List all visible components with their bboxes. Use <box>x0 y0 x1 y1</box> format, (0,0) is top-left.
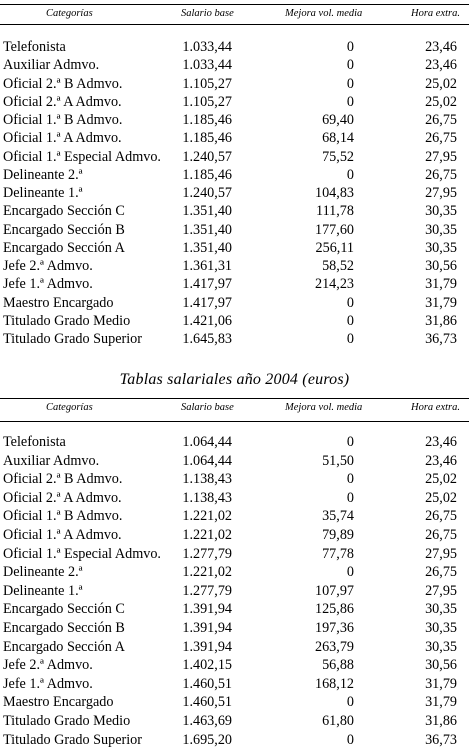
cell-hora-extra: 31,79 <box>425 294 457 311</box>
cell-mejora: 35,74 <box>322 508 354 525</box>
cell-mejora: 177,60 <box>314 221 354 238</box>
cell-hora-extra: 23,46 <box>425 452 457 469</box>
cell-salario-base: 1.033,44 <box>182 57 232 74</box>
cell-mejora: 0 <box>346 39 354 55</box>
cell-categoria: Maestro Encargado <box>3 694 114 711</box>
cell-categoria: Delineante 2.ª <box>3 166 83 183</box>
cell-salario-base: 1.351,40 <box>182 203 232 220</box>
cell-salario-base: 1.221,02 <box>182 527 232 543</box>
cell-hora-extra: 30,56 <box>425 258 457 274</box>
cell-hora-extra: 30,56 <box>425 657 457 674</box>
cell-categoria: Jefe 2.ª Admvo. <box>3 657 93 674</box>
cell-hora-extra: 36,73 <box>425 331 457 347</box>
cell-hora-extra: 31,79 <box>425 694 457 711</box>
table-row <box>0 239 469 257</box>
header-mejora: Mejora vol. media <box>285 402 363 413</box>
cell-salario-base: 1.064,44 <box>182 434 232 450</box>
table-row <box>0 294 469 312</box>
cell-hora-extra: 23,46 <box>425 434 457 450</box>
cell-categoria: Titulado Grado Superior <box>3 731 142 748</box>
cell-mejora: 0 <box>346 694 354 711</box>
table-row <box>0 452 469 470</box>
table-row <box>0 148 469 166</box>
cell-categoria: Encargado Sección B <box>3 221 125 238</box>
cell-salario-base: 1.391,94 <box>182 620 232 636</box>
cell-categoria: Oficial 2.ª B Admvo. <box>3 75 123 92</box>
cell-hora-extra: 31,86 <box>425 713 457 729</box>
cell-mejora: 77,78 <box>322 545 354 562</box>
cell-mejora: 0 <box>346 93 354 110</box>
cell-categoria: Titulado Grado Medio <box>3 713 131 729</box>
cell-mejora: 56,88 <box>322 657 354 674</box>
table-row <box>0 507 469 525</box>
table-row <box>0 257 469 275</box>
cell-mejora: 0 <box>346 57 354 74</box>
cell-salario-base: 1.138,43 <box>182 471 232 488</box>
cell-mejora: 0 <box>346 166 354 183</box>
table-row <box>0 38 469 56</box>
cell-categoria: Encargado Sección A <box>3 638 125 655</box>
table-row <box>0 166 469 184</box>
cell-hora-extra: 23,46 <box>425 57 457 74</box>
cell-hora-extra: 30,35 <box>425 638 457 655</box>
cell-hora-extra: 27,95 <box>425 148 457 165</box>
cell-categoria: Encargado Sección B <box>3 620 125 636</box>
table-row <box>0 330 469 348</box>
cell-salario-base: 1.105,27 <box>182 75 232 92</box>
cell-mejora: 0 <box>346 471 354 488</box>
table-row <box>0 489 469 507</box>
cell-salario-base: 1.185,46 <box>182 130 232 147</box>
cell-hora-extra: 25,02 <box>425 93 457 110</box>
table-row <box>0 56 469 74</box>
cell-categoria: Encargado Sección A <box>3 239 125 256</box>
table-row <box>0 638 469 656</box>
cell-mejora: 107,97 <box>314 582 354 599</box>
cell-salario-base: 1.277,79 <box>182 545 232 562</box>
table-2-title: Tablas salariales año 2004 (euros) <box>119 371 350 388</box>
table-row <box>0 221 469 239</box>
cell-mejora: 0 <box>346 75 354 92</box>
cell-hora-extra: 23,46 <box>425 39 457 55</box>
table-top-rule <box>0 398 469 399</box>
cell-salario-base: 1.391,94 <box>182 601 232 618</box>
cell-categoria: Jefe 2.ª Admvo. <box>3 258 93 274</box>
cell-salario-base: 1.185,46 <box>182 112 232 128</box>
cell-salario-base: 1.460,51 <box>182 694 232 711</box>
table-row <box>0 129 469 147</box>
cell-categoria: Delineante 1.ª <box>3 582 83 599</box>
table-row <box>0 675 469 693</box>
cell-categoria: Maestro Encargado <box>3 294 114 311</box>
cell-hora-extra: 31,79 <box>425 675 457 692</box>
cell-hora-extra: 31,79 <box>425 276 457 293</box>
cell-hora-extra: 30,35 <box>425 203 457 220</box>
cell-salario-base: 1.463,69 <box>182 713 232 729</box>
cell-hora-extra: 25,02 <box>425 489 457 506</box>
table-row <box>0 600 469 618</box>
cell-categoria: Oficial 2.ª A Admvo. <box>3 489 122 506</box>
table-row <box>0 111 469 129</box>
cell-categoria: Oficial 2.ª A Admvo. <box>3 93 122 110</box>
cell-mejora: 111,78 <box>316 203 354 220</box>
cell-salario-base: 1.240,57 <box>182 185 232 201</box>
cell-hora-extra: 27,95 <box>425 185 457 201</box>
header-categorias: Categorías <box>46 8 93 19</box>
table-header-rule <box>0 421 469 422</box>
cell-categoria: Oficial 1.ª Especial Admvo. <box>3 545 161 562</box>
table-row <box>0 712 469 730</box>
cell-salario-base: 1.460,51 <box>182 675 232 692</box>
cell-mejora: 68,14 <box>322 130 354 147</box>
table-row <box>0 545 469 563</box>
cell-hora-extra: 26,75 <box>425 112 457 128</box>
cell-hora-extra: 27,95 <box>425 545 457 562</box>
table-row <box>0 526 469 544</box>
cell-salario-base: 1.391,94 <box>182 638 232 655</box>
cell-hora-extra: 26,75 <box>425 508 457 525</box>
cell-mejora: 263,79 <box>314 638 354 655</box>
table-row <box>0 433 469 451</box>
cell-salario-base: 1.645,83 <box>182 331 232 347</box>
cell-mejora: 69,40 <box>322 112 354 128</box>
table-row <box>0 563 469 581</box>
cell-mejora: 197,36 <box>314 620 354 636</box>
cell-mejora: 0 <box>346 564 354 581</box>
cell-salario-base: 1.351,40 <box>182 239 232 256</box>
cell-hora-extra: 25,02 <box>425 75 457 92</box>
cell-salario-base: 1.277,79 <box>182 582 232 599</box>
cell-categoria: Titulado Grado Medio <box>3 312 131 329</box>
cell-salario-base: 1.417,97 <box>182 294 232 311</box>
cell-hora-extra: 36,73 <box>425 731 457 748</box>
header-mejora: Mejora vol. media <box>285 8 363 19</box>
cell-mejora: 168,12 <box>314 675 354 692</box>
cell-salario-base: 1.402,15 <box>182 657 232 674</box>
header-salario-base: Salario base <box>181 402 234 413</box>
cell-hora-extra: 26,75 <box>425 166 457 183</box>
cell-salario-base: 1.033,44 <box>182 39 232 55</box>
cell-mejora: 79,89 <box>322 527 354 543</box>
cell-mejora: 61,80 <box>322 713 354 729</box>
cell-categoria: Encargado Sección C <box>3 203 125 220</box>
cell-hora-extra: 26,75 <box>425 130 457 147</box>
header-hora-extra: Hora extra. <box>411 8 460 19</box>
cell-salario-base: 1.417,97 <box>182 276 232 293</box>
cell-mejora: 0 <box>346 294 354 311</box>
cell-salario-base: 1.105,27 <box>182 93 232 110</box>
cell-categoria: Oficial 1.ª A Admvo. <box>3 130 122 147</box>
cell-categoria: Oficial 1.ª A Admvo. <box>3 527 122 543</box>
cell-categoria: Oficial 1.ª Especial Admvo. <box>3 148 161 165</box>
cell-salario-base: 1.240,57 <box>182 148 232 165</box>
cell-categoria: Auxiliar Admvo. <box>3 57 100 74</box>
cell-mejora: 75,52 <box>322 148 354 165</box>
cell-mejora: 0 <box>346 489 354 506</box>
cell-hora-extra: 27,95 <box>425 582 457 599</box>
header-categorias: Categorías <box>46 402 93 413</box>
cell-mejora: 0 <box>346 312 354 329</box>
cell-salario-base: 1.695,20 <box>182 731 232 748</box>
table-row <box>0 93 469 111</box>
cell-hora-extra: 31,86 <box>425 312 457 329</box>
table-header-rule <box>0 24 469 25</box>
table-row <box>0 693 469 711</box>
cell-categoria: Telefonista <box>3 434 66 450</box>
header-hora-extra: Hora extra. <box>411 402 460 413</box>
cell-hora-extra: 26,75 <box>425 564 457 581</box>
cell-categoria: Oficial 1.ª B Admvo. <box>3 112 123 128</box>
cell-mejora: 125,86 <box>314 601 354 618</box>
cell-categoria: Encargado Sección C <box>3 601 125 618</box>
cell-salario-base: 1.421,06 <box>182 312 232 329</box>
cell-hora-extra: 30,35 <box>425 601 457 618</box>
table-top-rule <box>0 4 469 5</box>
table-row <box>0 582 469 600</box>
cell-categoria: Delineante 2.ª <box>3 564 83 581</box>
cell-salario-base: 1.361,31 <box>182 258 232 274</box>
cell-salario-base: 1.221,02 <box>182 508 232 525</box>
cell-salario-base: 1.221,02 <box>182 564 232 581</box>
table-row <box>0 619 469 637</box>
cell-mejora: 104,83 <box>314 185 354 201</box>
cell-categoria: Oficial 1.ª B Admvo. <box>3 508 123 525</box>
table-row <box>0 75 469 93</box>
cell-salario-base: 1.064,44 <box>182 452 232 469</box>
cell-hora-extra: 30,35 <box>425 221 457 238</box>
cell-mejora: 58,52 <box>322 258 354 274</box>
cell-mejora: 0 <box>346 731 354 748</box>
cell-hora-extra: 30,35 <box>425 239 457 256</box>
cell-hora-extra: 26,75 <box>425 527 457 543</box>
table-row <box>0 656 469 674</box>
cell-mejora: 0 <box>346 331 354 347</box>
cell-mejora: 214,23 <box>314 276 354 293</box>
table-row <box>0 312 469 330</box>
cell-categoria: Titulado Grado Superior <box>3 331 142 347</box>
table-row <box>0 184 469 202</box>
header-salario-base: Salario base <box>181 8 234 19</box>
cell-salario-base: 1.351,40 <box>182 221 232 238</box>
cell-categoria: Jefe 1.ª Admvo. <box>3 675 93 692</box>
table-row <box>0 470 469 488</box>
cell-categoria: Delineante 1.ª <box>3 185 83 201</box>
cell-hora-extra: 25,02 <box>425 471 457 488</box>
cell-categoria: Jefe 1.ª Admvo. <box>3 276 93 293</box>
cell-categoria: Oficial 2.ª B Admvo. <box>3 471 123 488</box>
cell-hora-extra: 30,35 <box>425 620 457 636</box>
cell-salario-base: 1.185,46 <box>182 166 232 183</box>
table-row <box>0 275 469 293</box>
cell-categoria: Auxiliar Admvo. <box>3 452 100 469</box>
cell-mejora: 51,50 <box>322 452 354 469</box>
table-row <box>0 731 469 749</box>
cell-mejora: 0 <box>346 434 354 450</box>
cell-categoria: Telefonista <box>3 39 66 55</box>
table-row <box>0 202 469 220</box>
cell-mejora: 256,11 <box>315 239 354 256</box>
cell-salario-base: 1.138,43 <box>182 489 232 506</box>
